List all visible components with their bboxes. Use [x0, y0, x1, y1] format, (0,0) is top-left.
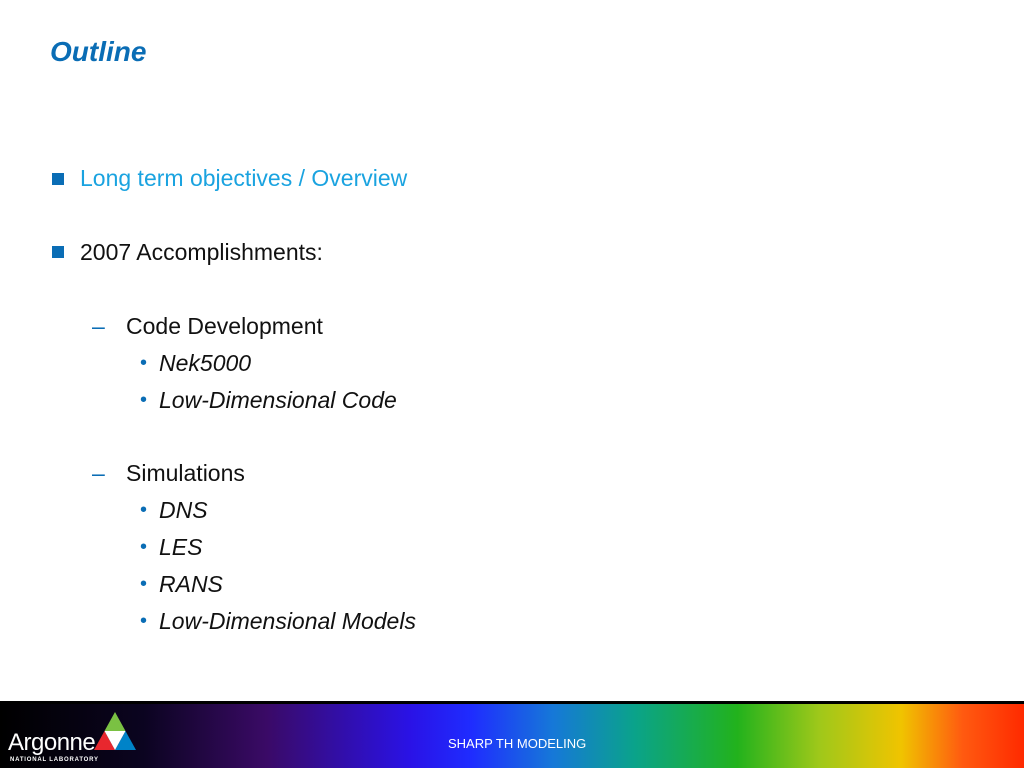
logo-wordmark: Argonne [8, 729, 96, 756]
item-les: LES [159, 534, 203, 560]
item-low-dimensional-models: Low-Dimensional Models [159, 608, 416, 634]
bullet-2007-accomplishments: 2007 Accomplishments: [80, 239, 323, 265]
dash-bullet-icon: – [92, 460, 105, 486]
dot-bullet-icon: • [140, 573, 148, 595]
footer-label: SHARP TH MODELING [448, 736, 587, 751]
subsection-simulations: Simulations [126, 460, 245, 486]
slide-title: Outline [50, 36, 147, 67]
footer-bar [0, 701, 1024, 768]
square-bullet-icon [52, 246, 64, 258]
subsection-code-development: Code Development [126, 313, 323, 339]
dot-bullet-icon: • [140, 499, 148, 521]
item-rans: RANS [159, 571, 223, 597]
square-bullet-icon [52, 173, 64, 185]
item-dns: DNS [159, 497, 208, 523]
dot-bullet-icon: • [140, 352, 148, 374]
item-low-dimensional-code: Low-Dimensional Code [159, 387, 397, 413]
dash-bullet-icon: – [92, 313, 105, 339]
argonne-logo [8, 712, 138, 767]
dot-bullet-icon: • [140, 389, 148, 411]
argonne-triangle-icon [94, 712, 136, 750]
dot-bullet-icon: • [140, 610, 148, 632]
item-nek5000: Nek5000 [159, 350, 252, 376]
logo-subtitle: NATIONAL LABORATORY [10, 757, 99, 763]
dot-bullet-icon: • [140, 536, 148, 558]
bullet-long-term-objectives[interactable]: Long term objectives / Overview [80, 165, 408, 191]
